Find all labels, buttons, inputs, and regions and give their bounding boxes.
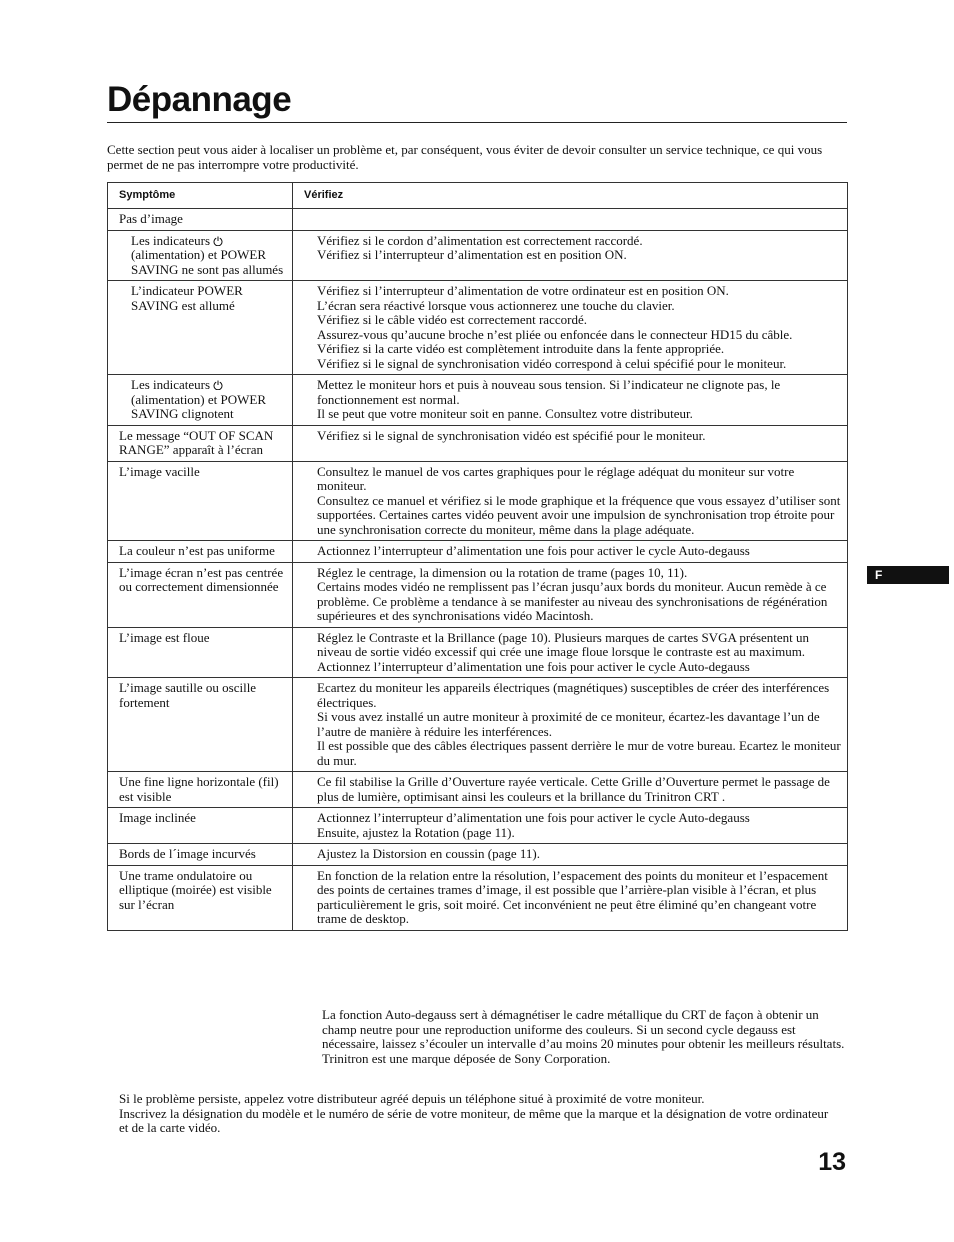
table-header-row	[108, 183, 848, 209]
final-note-info: Inscrivez la désignation du modèle et le numéro de série de votre moniteur, de même que la marque et la désignation de votre ordinateur et de la carte vidéo.	[119, 1105, 829, 1135]
symptom-cell: L’image vacille	[108, 461, 293, 541]
power-icon	[213, 236, 223, 246]
check-cell	[293, 865, 848, 930]
symptom-cell: Une trame ondulatoire ou elliptique (moirée) est visible sur l’écran	[108, 865, 293, 930]
check-cell	[293, 627, 848, 678]
table-row	[108, 865, 848, 930]
symptom-cell: La couleur n’est pas uniforme	[108, 541, 293, 563]
check-line: Si vous avez installé un autre moniteur à proximité de ce moniteur, écartez-les davantage l’un de l’autre de manière à réduire les interférences.	[317, 709, 820, 739]
check-cell	[293, 230, 848, 281]
table-row	[108, 772, 848, 808]
troubleshooting-table	[107, 182, 848, 931]
check-line: Mettez le moniteur hors et puis à nouveau sous tension. Si l’indicateur ne clignote pas, le fonctionnement est normal.	[317, 377, 781, 407]
note-auto-degauss: La fonction Auto-degauss sert à démagnétiser le cadre métallique du CRT de façon à obtenir un champ neutre pour une reproduction uniforme des couleurs. Si un second cycle degauss est nécessaire, laissez s’écouler un intervalle d’au moins 20 minutes pour obtenir les meilleurs résultats.	[322, 1007, 845, 1051]
final-call-dealer: Si le problème persiste, appelez votre distributeur agréé depuis un téléphone situé à proximité de votre moniteur.	[119, 1091, 705, 1106]
check-line: Vérifiez si le signal de synchronisation vidéo est spécifié pour le moniteur.	[317, 427, 706, 443]
notes-block	[322, 1008, 848, 1066]
symptom-text: Les indicateurs	[131, 232, 211, 248]
check-line: L’écran sera réactivé lorsque vous actionnerez une touche du clavier.	[317, 297, 675, 313]
check-line: Ecartez du moniteur les appareils électriques (magnétiques) susceptibles de créer des interférences électriques.	[317, 680, 830, 710]
table-row	[108, 808, 848, 844]
check-cell	[293, 425, 848, 461]
table-row	[108, 281, 848, 375]
check-line: Vérifiez si l’interrupteur d’alimentation est en position ON.	[317, 247, 627, 262]
check-line: Ajustez la Distorsion en coussin (page 11).	[317, 846, 540, 861]
check-line: Ensuite, ajustez la Rotation (page 11).	[317, 824, 515, 840]
check-cell	[293, 281, 848, 375]
check-line: Réglez le centrage, la dimension ou la rotation de trame (pages 10, 11).	[317, 564, 688, 580]
check-cell	[293, 541, 848, 563]
symptom-text-continued: (alimentation) et POWER SAVING clignotent	[131, 391, 267, 421]
symptom-cell: L’image est floue	[108, 627, 293, 678]
check-line: Vérifiez si la carte vidéo est complètement introduite dans la fente appropriée.	[317, 341, 725, 356]
page-title: Dépannage	[107, 80, 292, 119]
check-line: Vérifiez si le câble vidéo est correctement raccordé.	[317, 312, 587, 327]
symptom-cell: L’image sautille ou oscille fortement	[108, 678, 293, 772]
table-row	[108, 562, 848, 627]
table-body	[108, 209, 848, 931]
check-line: En fonction de la relation entre la résolution, l’espacement des points du moniteur et l’espacement des points de certaines trames d’image, il est possible que l’arrière-plan visible à l’écran, et plus particulièrement le gris, soit moiré. Cet inconvénient ne peut être éliminé qu’en changeant votre trame de desktop.	[317, 867, 828, 926]
table-row	[108, 678, 848, 772]
symptom-cell: L’image écran n’est pas centrée ou correctement dimensionnée	[108, 562, 293, 627]
check-cell	[293, 461, 848, 541]
check-cell	[293, 375, 848, 426]
check-line: Actionnez l’interrupteur d’alimentation une fois pour activer le cycle Auto-degauss	[317, 543, 750, 558]
check-cell	[293, 562, 848, 627]
table-row	[108, 541, 848, 563]
check-line: Consultez ce manuel et vérifiez si le mode graphique et la fréquence que vous essayez d’utiliser sont supportées. Certaines cartes vidéo peuvent avoir une impulsion de synchronisation trop étroite pour une synchronisation correcte du moniteur, même dans la plage adéquate.	[317, 492, 841, 537]
symptom-cell: Une fine ligne horizontale (fil) est visible	[108, 772, 293, 808]
check-line: Certains modes vidéo ne remplissent pas l’écran jusqu’aux bords du moniteur. Aucun remède à ce problème. Ce problème a tendance à se manifester au niveau des synchronisations de régénération supérieures et des synchronisations vidéo Macintosh.	[317, 579, 828, 623]
symptom-text: L’indicateur POWER SAVING est allumé	[131, 283, 243, 313]
intro-paragraph: Cette section peut vous aider à localiser un problème et, par conséquent, vous éviter de devoir consulter un service technique, ce qui vous permet de ne pas interrompre votre productivité.	[107, 142, 823, 172]
check-line: Vérifiez si le cordon d’alimentation est correctement raccordé.	[317, 232, 643, 248]
check-line: Ce fil stabilise la Grille d’Ouverture rayée verticale. Cette Grille d’Ouverture permet le passage de plus de lumière, optimisant ainsi les couleurs et la brillance du Trinitron CRT .	[317, 774, 830, 804]
check-line: Vérifiez si le signal de synchronisation vidéo correspond à celui spécifié pour le moniteur.	[317, 355, 787, 371]
table-row	[108, 375, 848, 426]
check-line: Il se peut que votre moniteur soit en panne. Consultez votre distributeur.	[317, 406, 693, 421]
table-row	[108, 230, 848, 281]
table-row	[108, 461, 848, 541]
page-number: 13	[818, 1148, 846, 1176]
symptom-cell: Bords de l´image incurvés	[108, 844, 293, 866]
symptom-cell	[108, 281, 293, 375]
check-line: Consultez le manuel de vos cartes graphiques pour le réglage adéquat du moniteur sur votre moniteur.	[317, 463, 795, 493]
language-tab: F	[867, 566, 949, 584]
check-empty	[293, 209, 848, 231]
symptom-cell	[108, 230, 293, 281]
table-row-no-image	[108, 209, 848, 231]
check-cell	[293, 772, 848, 808]
check-line: Assurez-vous qu’aucune broche n’est pliée ou enfoncée dans le connecteur HD15 du câble.	[317, 326, 793, 342]
symptom-text-continued: (alimentation) et POWER SAVING ne sont pas allumés	[131, 247, 284, 277]
symptom-text: Les indicateurs	[131, 377, 211, 392]
table-row	[108, 627, 848, 678]
power-icon	[213, 380, 223, 390]
title-rule	[107, 122, 847, 123]
check-cell	[293, 678, 848, 772]
header-symptom: Symptôme	[108, 183, 293, 209]
table-row	[108, 425, 848, 461]
table-row	[108, 844, 848, 866]
symptom-no-image: Pas d’image	[108, 209, 293, 231]
header-check: Vérifiez	[293, 183, 848, 209]
check-line: Actionnez l’interrupteur d’alimentation une fois pour activer le cycle Auto-degauss	[317, 810, 750, 825]
check-cell	[293, 844, 848, 866]
check-line: Il est possible que des câbles électriques passent derrière le mur de votre bureau. Ecartez le moniteur du mur.	[317, 738, 841, 768]
check-cell	[293, 808, 848, 844]
final-block	[119, 1092, 839, 1136]
check-line: Actionnez l’interrupteur d’alimentation une fois pour activer le cycle Auto-degauss	[317, 658, 750, 674]
check-line: Vérifiez si l’interrupteur d’alimentation de votre ordinateur est en position ON.	[317, 283, 729, 298]
symptom-cell	[108, 375, 293, 426]
symptom-cell: Image inclinée	[108, 808, 293, 844]
symptom-cell: Le message “OUT OF SCAN RANGE” apparaît à l’écran	[108, 425, 293, 461]
check-line: Réglez le Contraste et la Brillance (page 10). Plusieurs marques de cartes SVGA présentent un niveau de sortie vidéo excessif qui crée une image floue lorsque le contraste est au maximum.	[317, 629, 810, 659]
note-trademark: Trinitron est une marque déposée de Sony Corporation.	[322, 1050, 611, 1066]
